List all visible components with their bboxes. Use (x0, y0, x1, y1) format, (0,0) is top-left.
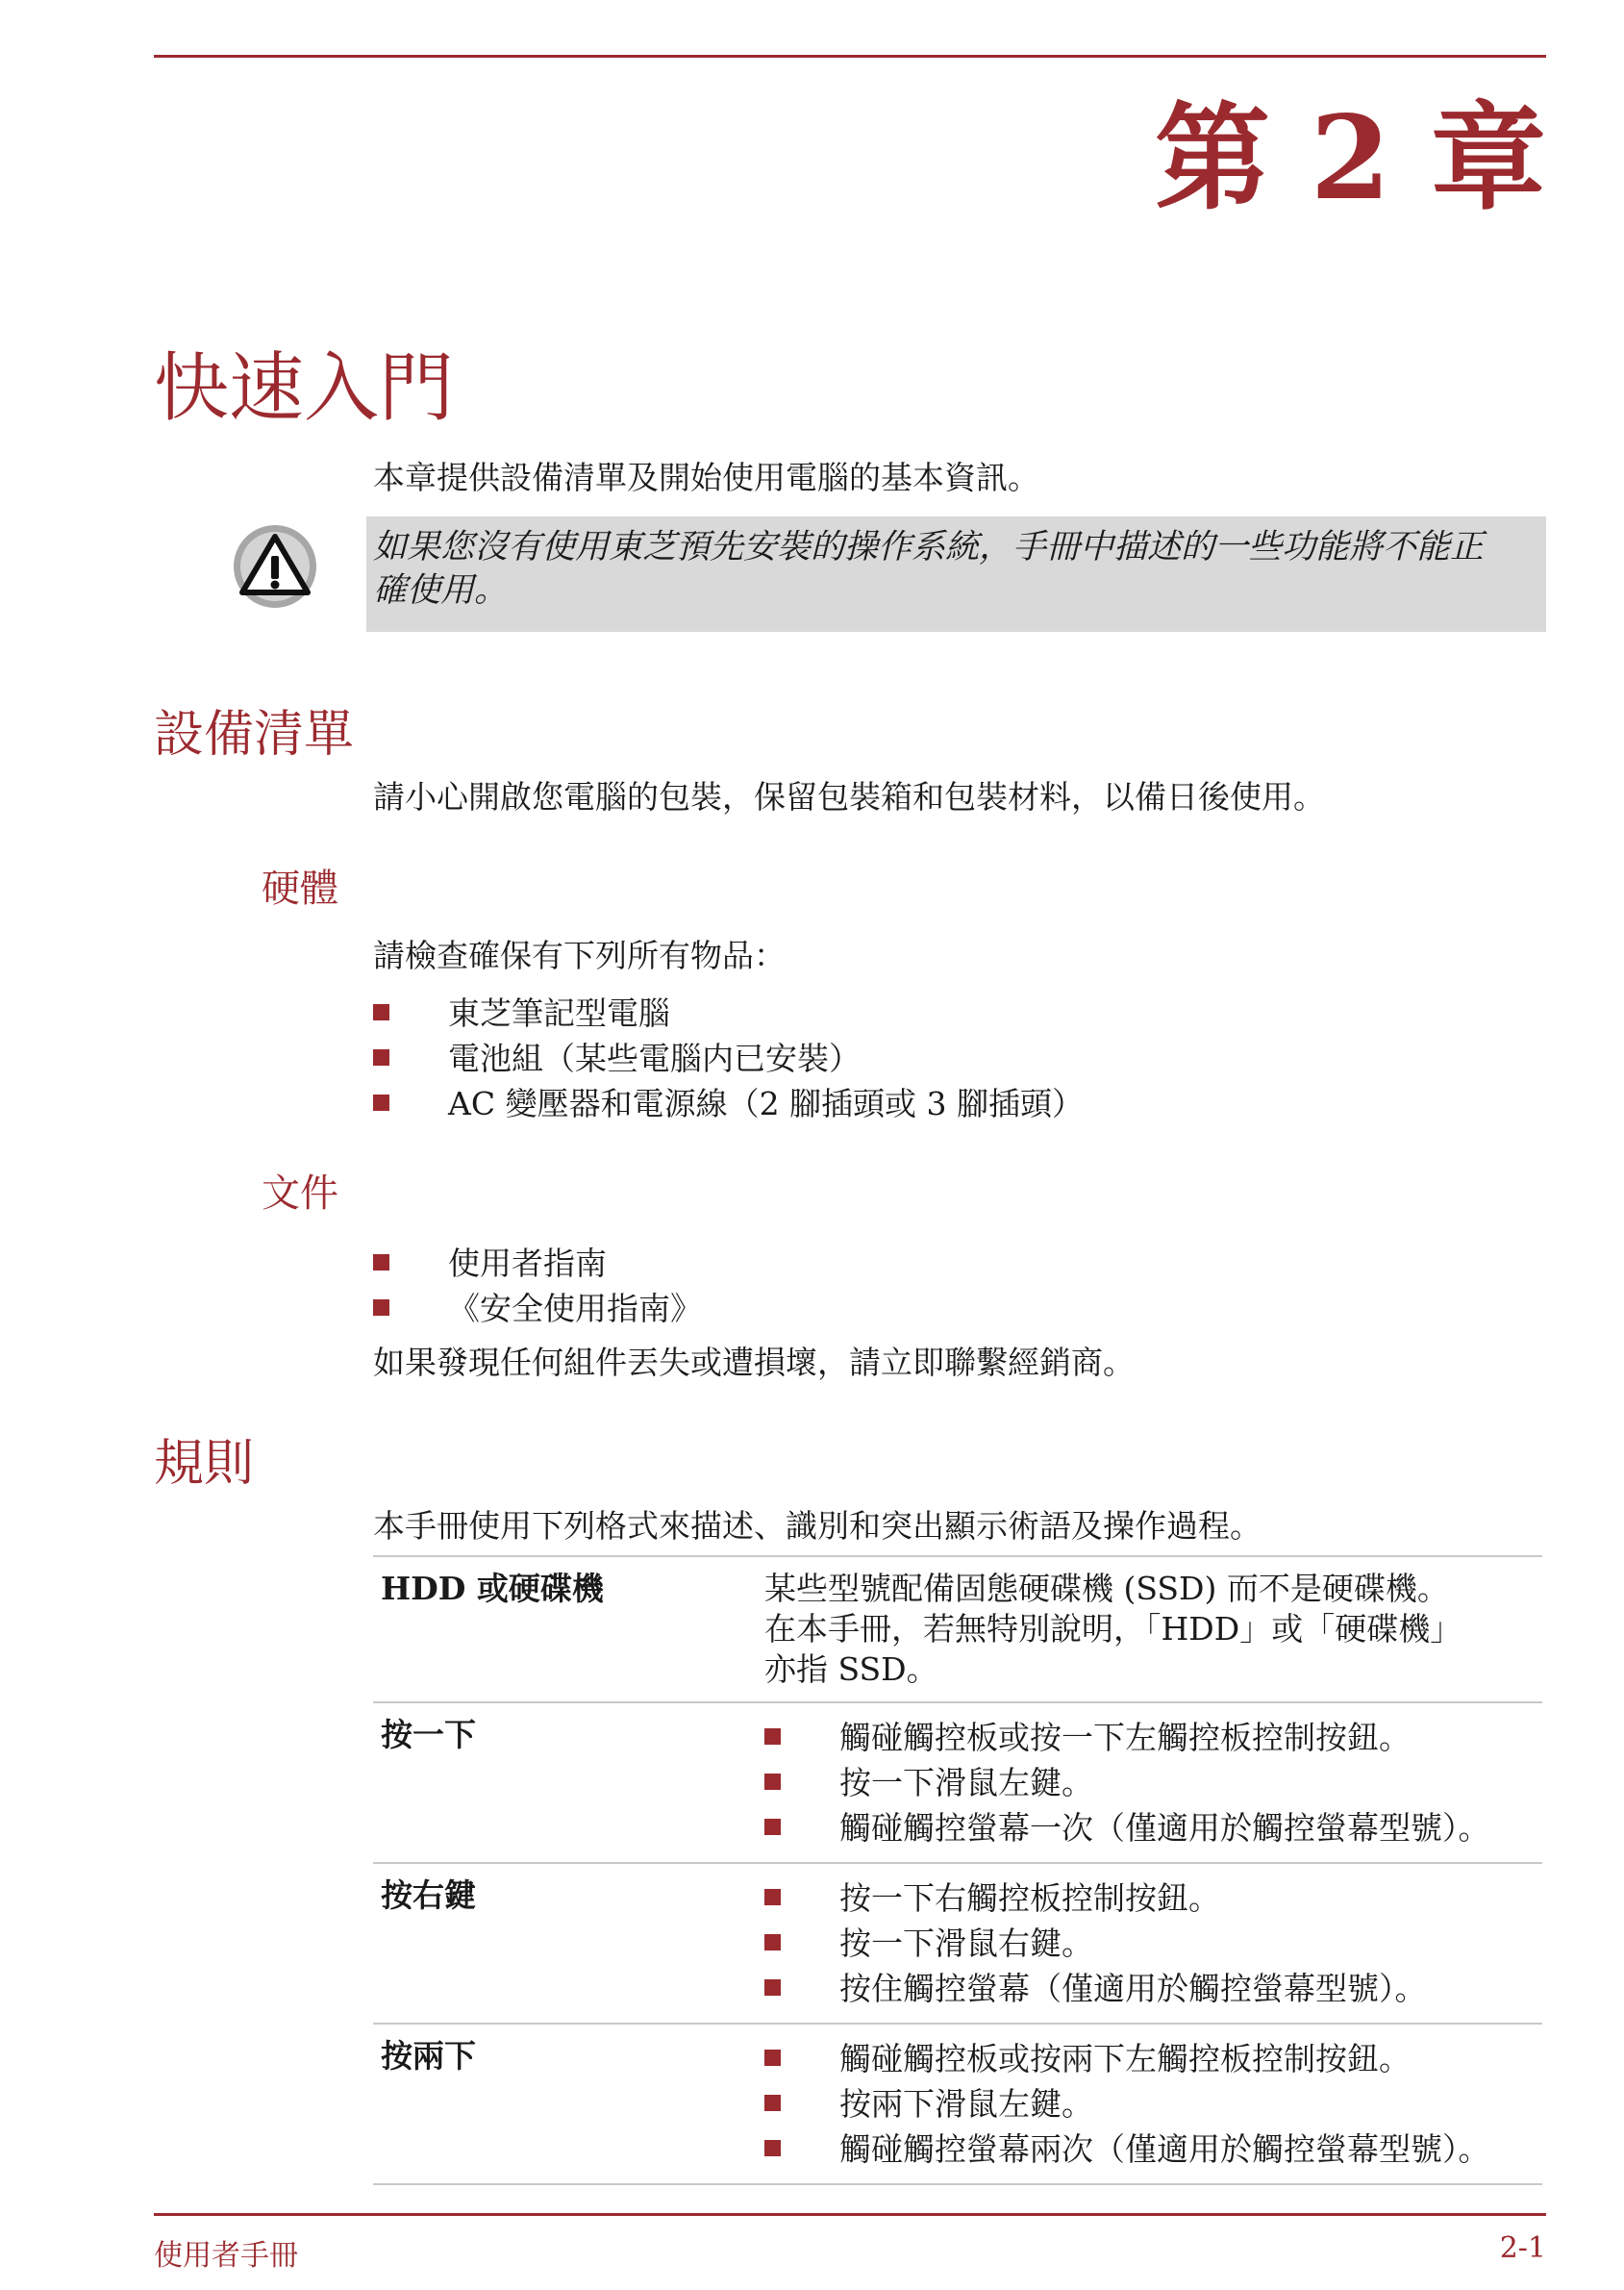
table-row (373, 1556, 1542, 1702)
footer-title: 使用者手冊 (154, 2239, 298, 2273)
header-rule (154, 55, 1546, 58)
description-list (764, 1715, 1535, 1850)
subheading-hardware: 硬體 (262, 867, 338, 911)
description-list (764, 2036, 1535, 2172)
list-item: 觸碰觸控板或按兩下左觸控板控制按鈕。 (764, 2036, 1535, 2081)
page-number: 2-1 (1499, 2231, 1546, 2265)
table-row (373, 1702, 1542, 1863)
description-cell (757, 1863, 1542, 2024)
list-item: 按住觸控螢幕（僅適用於觸控螢幕型號）。 (764, 1966, 1535, 2011)
checklist-text: 請小心開啟您電腦的包裝，保留包裝箱和包裝材料，以備日後使用。 (373, 778, 1325, 816)
caution-line-2: 確使用。 (373, 570, 509, 610)
table-row (373, 2024, 1542, 2184)
description-list (764, 1875, 1535, 2011)
list-item: 觸碰觸控板或按一下左觸控板控制按鈕。 (764, 1715, 1535, 1760)
bullet-square-icon (764, 1979, 781, 1996)
hardware-text: 請檢查確保有下列所有物品： (373, 937, 786, 974)
list-item: AC 變壓器和電源線（2 腳插頭或 3 腳插頭） (373, 1081, 1084, 1126)
table-row (373, 1863, 1542, 2024)
bullet-square-icon (764, 1774, 781, 1790)
conventions-table (373, 1555, 1542, 2185)
bullet-square-icon (373, 1299, 389, 1316)
list-item: 按一下右觸控板控制按鈕。 (764, 1875, 1535, 1921)
term-cell: HDD 或硬碟機 (373, 1556, 757, 1702)
hardware-list (373, 991, 1084, 1126)
list-item: 按一下滑鼠右鍵。 (764, 1921, 1535, 1966)
description-cell: 某些型號配備固態硬碟機 (SSD) 而不是硬碟機。 在本手冊，若無特別說明，「HDD」或「硬碟機」 亦指 SSD。 (757, 1556, 1542, 1702)
page-title: 快速入門 (154, 345, 455, 432)
documentation-text: 如果發現任何組件丟失或遭損壞，請立即聯繫經銷商。 (373, 1344, 1135, 1381)
bullet-square-icon (373, 1004, 389, 1020)
term-cell: 按兩下 (373, 2024, 757, 2184)
section-heading-conventions: 規則 (154, 1435, 255, 1493)
list-item: 按兩下滑鼠左鍵。 (764, 2081, 1535, 2126)
caution-line-1: 如果您沒有使用東芝預先安裝的操作系統，手冊中描述的一些功能將不能正 (373, 528, 1485, 566)
bullet-square-icon (764, 2095, 781, 2111)
subheading-documentation: 文件 (262, 1171, 338, 1216)
section-heading-checklist: 設備清單 (154, 706, 355, 764)
description-cell (757, 1702, 1542, 1863)
footer-rule (154, 2213, 1546, 2216)
conventions-text: 本手冊使用下列格式來描述、識別和突出顯示術語及操作過程。 (373, 1507, 1262, 1545)
list-item: 觸碰觸控螢幕一次（僅適用於觸控螢幕型號）。 (764, 1805, 1535, 1850)
bullet-square-icon (764, 1728, 781, 1745)
bullet-square-icon (764, 2050, 781, 2066)
bullet-square-icon (764, 1819, 781, 1835)
list-item: 觸碰觸控螢幕兩次（僅適用於觸控螢幕型號）。 (764, 2126, 1535, 2172)
caution-triangle-icon (232, 523, 318, 610)
bullet-square-icon (373, 1254, 389, 1271)
list-item: 按一下滑鼠左鍵。 (764, 1760, 1535, 1805)
list-item: 使用者指南 (373, 1241, 702, 1286)
list-item: 《安全使用指南》 (373, 1286, 702, 1331)
bullet-square-icon (764, 1889, 781, 1905)
bullet-square-icon (373, 1049, 389, 1066)
description-cell (757, 2024, 1542, 2184)
term-cell: 按一下 (373, 1702, 757, 1863)
intro-text: 本章提供設備清單及開始使用電腦的基本資訊。 (373, 459, 1039, 496)
chapter-number: 第 2 章 (1154, 90, 1546, 226)
bullet-square-icon (373, 1095, 389, 1111)
term-cell: 按右鍵 (373, 1863, 757, 2024)
list-item: 電池組（某些電腦内已安裝） (373, 1036, 1084, 1081)
documentation-list (373, 1241, 702, 1331)
bullet-square-icon (764, 1934, 781, 1950)
caution-text (373, 526, 1537, 613)
bullet-square-icon (764, 2140, 781, 2156)
list-item: 東芝筆記型電腦 (373, 991, 1084, 1036)
